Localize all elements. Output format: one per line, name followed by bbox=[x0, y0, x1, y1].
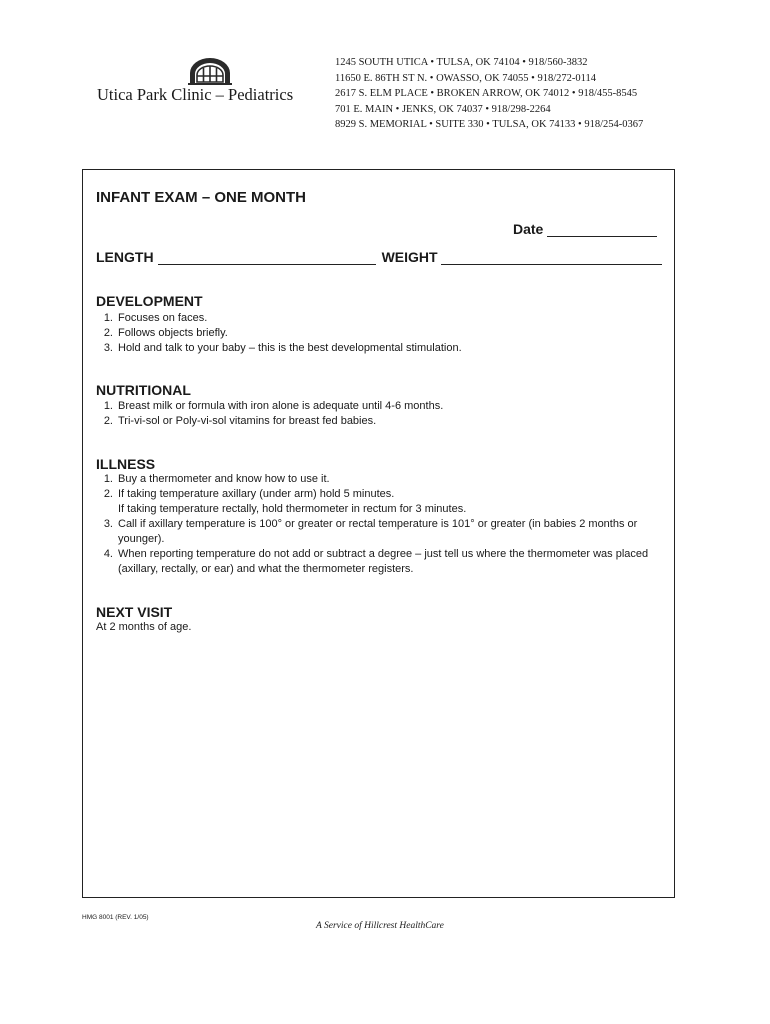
measurement-row bbox=[96, 249, 662, 265]
item-text: Buy a thermometer and know how to use it. bbox=[118, 473, 330, 485]
item-text: Hold and talk to your baby – this is the best developmental stimulation. bbox=[118, 342, 462, 354]
date-row bbox=[513, 221, 657, 237]
development-list bbox=[96, 311, 656, 356]
item-number: 4. bbox=[103, 548, 113, 560]
illness-heading: ILLNESS bbox=[96, 456, 156, 472]
item-number: 1. bbox=[103, 400, 113, 412]
address-line: 701 E. MAIN • JENKS, OK 74037 • 918/298-2264 bbox=[335, 103, 551, 115]
item-text: Breast milk or formula with iron alone is adequate until 4-6 months. bbox=[118, 400, 444, 412]
length-field[interactable] bbox=[158, 250, 376, 265]
list-item bbox=[96, 311, 656, 326]
clinic-addresses bbox=[335, 55, 643, 133]
arched-window-icon bbox=[186, 57, 234, 85]
list-item bbox=[96, 399, 656, 414]
item-text: If taking temperature axillary (under arm) hold 5 minutes. bbox=[118, 488, 395, 500]
illness-list bbox=[96, 472, 656, 577]
item-number: 3. bbox=[103, 518, 113, 530]
next-visit-heading: NEXT VISIT bbox=[96, 604, 173, 620]
clinic-name: Utica Park Clinic – Pediatrics bbox=[97, 85, 294, 104]
item-number: 1. bbox=[103, 473, 113, 485]
date-label: Date bbox=[513, 221, 544, 237]
address-line: 2617 S. ELM PLACE • BROKEN ARROW, OK 74012 • 918/455-8545 bbox=[335, 88, 638, 99]
item-number: 2. bbox=[103, 415, 113, 427]
item-text: When reporting temperature do not add or subtract a degree – just tell us where the thermometer was placed (axillary, rectally, or ear) and what the thermometer registers. bbox=[118, 548, 649, 575]
address-line: 1245 SOUTH UTICA • TULSA, OK 74104 • 918/560-3832 bbox=[335, 57, 588, 68]
length-label: LENGTH bbox=[96, 249, 154, 265]
list-item bbox=[96, 502, 656, 517]
list-item bbox=[96, 341, 656, 356]
item-number: 2. bbox=[103, 488, 113, 500]
nutritional-heading: NUTRITIONAL bbox=[96, 382, 191, 398]
item-text: If taking temperature rectally, hold thermometer in rectum for 3 minutes. bbox=[118, 503, 467, 515]
weight-field[interactable] bbox=[441, 250, 662, 265]
item-text: Follows objects briefly. bbox=[118, 327, 228, 339]
next-visit-text: At 2 months of age. bbox=[96, 621, 192, 633]
address-line: 8929 S. MEMORIAL • SUITE 330 • TULSA, OK 74133 • 918/254-0367 bbox=[335, 119, 644, 130]
item-text: Tri-vi-sol or Poly-vi-sol vitamins for breast fed babies. bbox=[118, 415, 377, 427]
list-item bbox=[96, 414, 656, 429]
item-text: Focuses on faces. bbox=[118, 312, 208, 324]
list-item bbox=[96, 326, 656, 341]
list-item bbox=[96, 487, 656, 502]
item-number: 1. bbox=[103, 312, 113, 324]
item-number: 3. bbox=[103, 342, 113, 354]
item-text: Call if axillary temperature is 100° or greater or rectal temperature is 101° or greater (in babies 2 months or younger). bbox=[118, 518, 638, 545]
item-number bbox=[96, 502, 118, 517]
list-item bbox=[96, 472, 656, 487]
development-heading: DEVELOPMENT bbox=[96, 293, 203, 309]
service-line: A Service of Hillcrest HealthCare bbox=[316, 921, 444, 931]
date-field[interactable] bbox=[547, 222, 657, 237]
list-item bbox=[96, 547, 656, 577]
form-title: INFANT EXAM – ONE MONTH bbox=[96, 189, 307, 206]
nutritional-list bbox=[96, 399, 656, 429]
weight-label: WEIGHT bbox=[381, 249, 438, 265]
list-item bbox=[96, 517, 656, 547]
item-number: 2. bbox=[103, 327, 113, 339]
address-line: 11650 E. 86TH ST N. • OWASSO, OK 74055 • 918/272-0114 bbox=[335, 72, 597, 84]
form-code: HMG 8001 (REV. 1/05) bbox=[82, 914, 149, 921]
